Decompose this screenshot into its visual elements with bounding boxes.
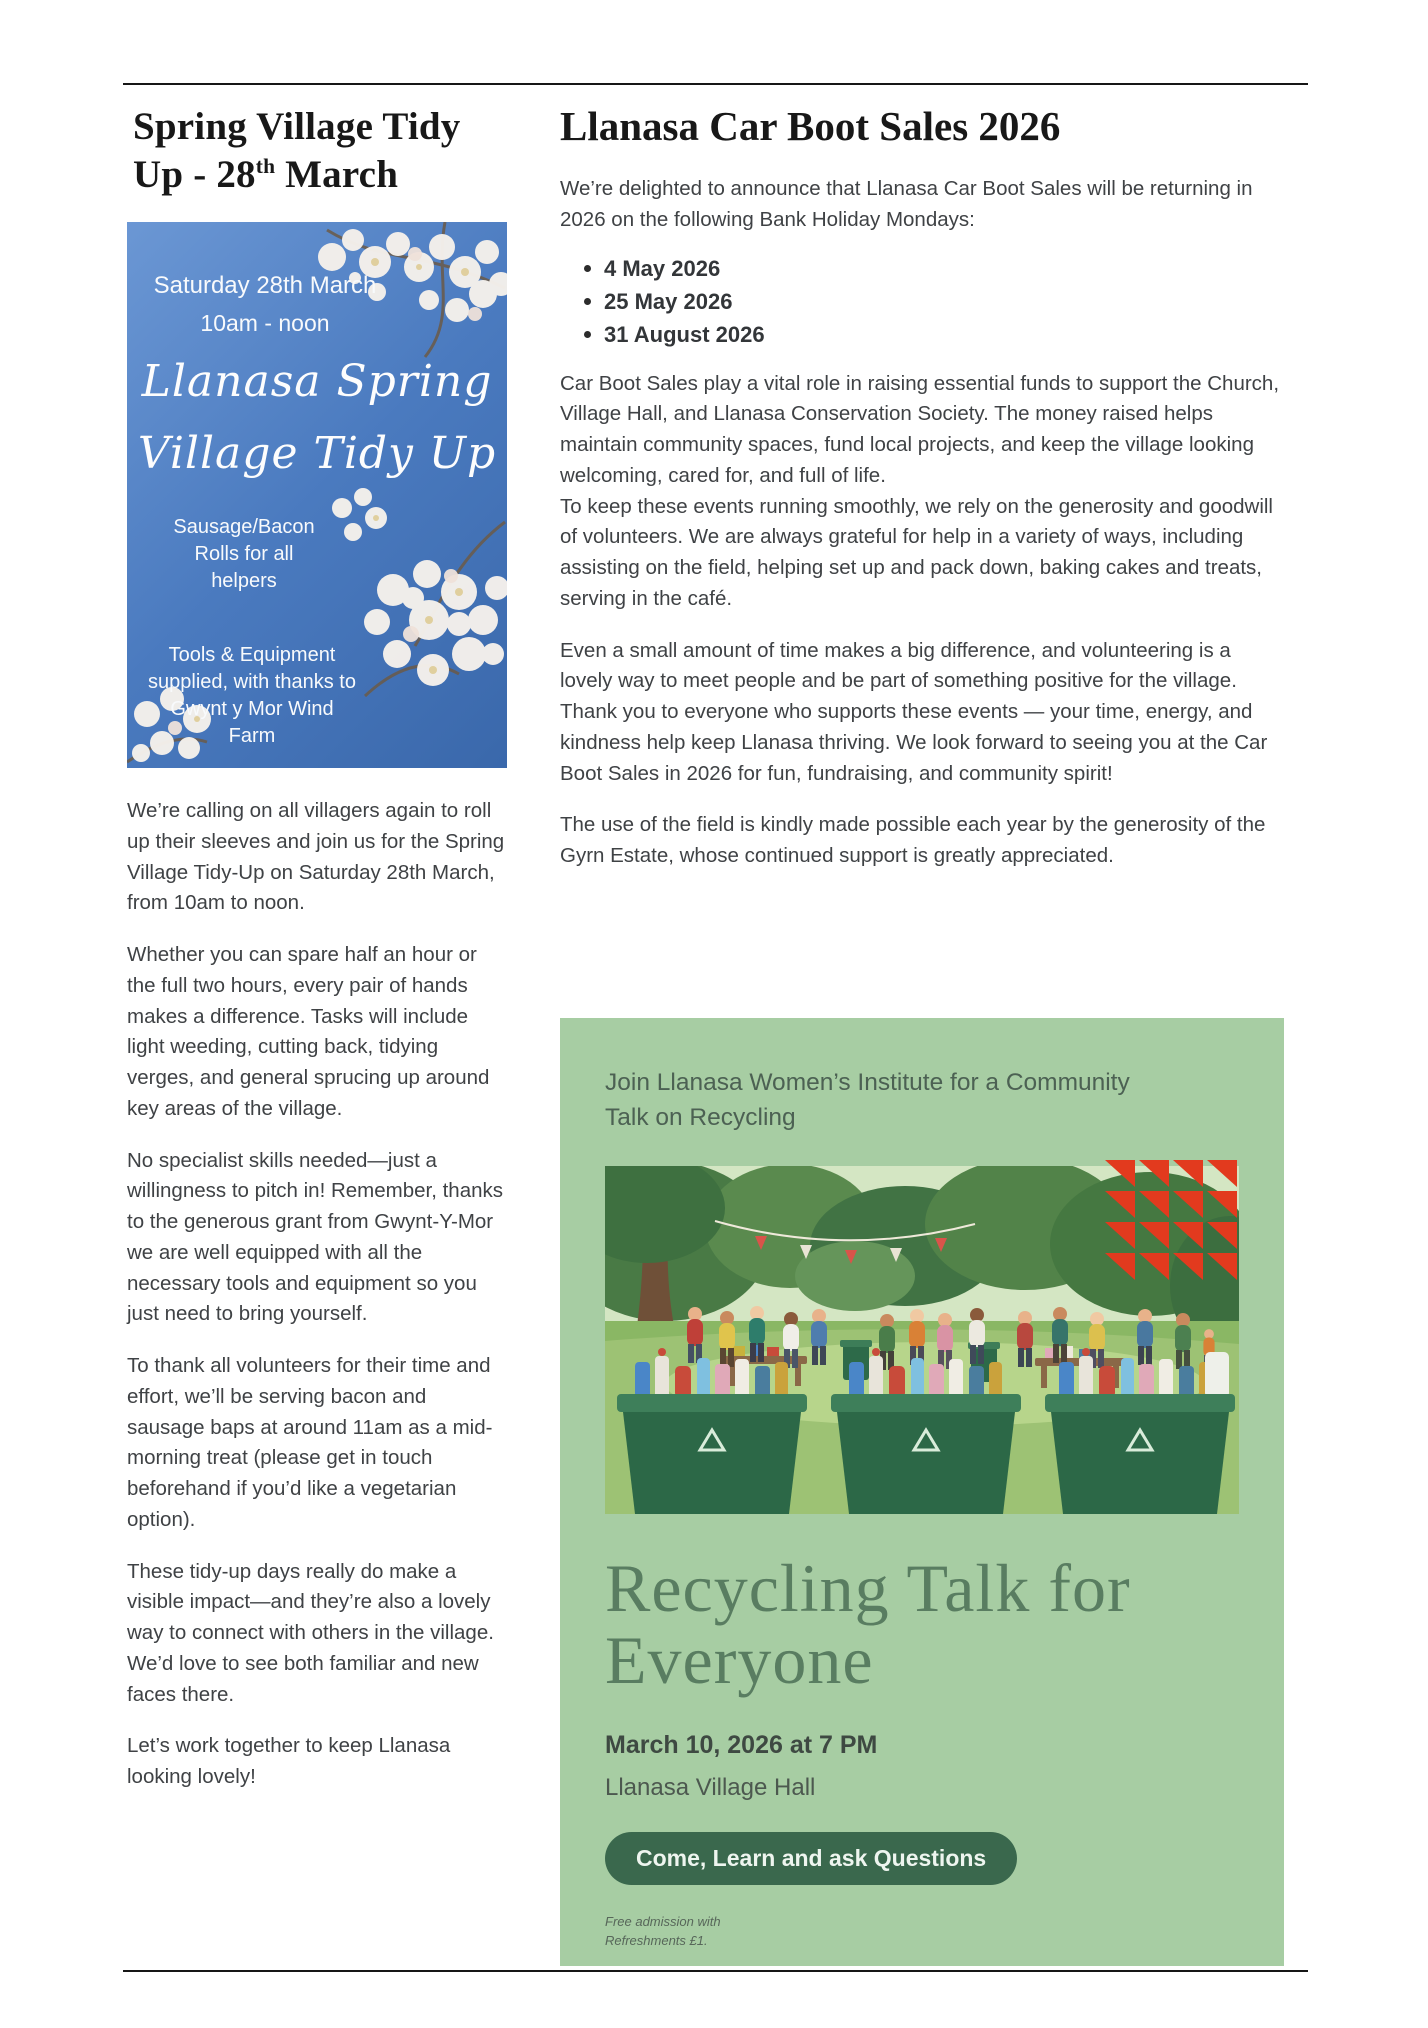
date-label: 25 May 2026	[604, 288, 733, 314]
flyer-cta-button: Come, Learn and ask Questions	[605, 1832, 1017, 1885]
car-boot-paragraph: Thank you to everyone who supports these events — your time, energy, and kindness help keep Llanasa thriving. We look forward to seeing you at the Car Boot Sales in 2026 for fun, fundraising, and community spirit!	[560, 700, 1268, 785]
left-column	[127, 103, 507, 1793]
date-list-item	[584, 289, 1284, 315]
car-boot-paragraph: Even a small amount of time makes a big difference, and volunteering is a lovely way to meet people and be part of something positive for the village.	[560, 638, 1237, 693]
poster-note-tools: Tools & Equipment supplied, with thanks to Gwynt y Mor Wind Farm	[148, 644, 356, 748]
bullet-dot	[584, 331, 591, 338]
flyer-footnote: Free admission with Refreshments £1.	[605, 1914, 721, 1948]
tidy-up-paragraph: Whether you can spare half an hour or the full two hours, every pair of hands makes a difference. Tasks will include light weeding, cutting back, tidying verges, and general sprucing up around key areas of the village.	[127, 943, 490, 1120]
date-label: 31 August 2026	[604, 321, 765, 347]
car-boot-paragraph: To keep these events running smoothly, we rely on the generosity and goodwill of volunteers. We are always grateful for help in a variety of ways, including assisting on the field, helping set up and pack down, baking cakes and treats, serving in the café.	[560, 494, 1273, 610]
bottom-divider	[123, 1970, 1308, 1972]
flyer-header-text: Join Llanasa Women’s Institute for a Community Talk on Recycling	[605, 1069, 1130, 1131]
poster-time: 10am - noon	[200, 310, 330, 337]
date-label: 4 May 2026	[604, 255, 721, 281]
recycling-talk-flyer	[560, 1018, 1284, 1966]
bullet-dot	[584, 298, 591, 305]
poster-date: Saturday 28th March	[153, 272, 377, 300]
tidy-up-paragraph: Let’s work together to keep Llanasa looking lovely!	[127, 1734, 451, 1789]
poster-script-line2: Village Tidy Up	[137, 428, 497, 480]
flyer-datetime: March 10, 2026 at 7 PM	[605, 1731, 878, 1760]
title-text: Spring Village Tidy Up - 28	[133, 105, 461, 196]
tidy-up-paragraph: These tidy-up days really do make a visible impact—and they’re also a lovely way to connect with others in the village. We’d love to see both familiar and new faces there.	[127, 1559, 494, 1706]
date-list-item	[584, 256, 1284, 282]
poster-script-line1: Llanasa Spring	[141, 356, 493, 408]
bullet-dot	[584, 265, 591, 272]
title-text-after: March	[275, 152, 399, 196]
car-boot-paragraph: The use of the field is kindly made possible each year by the generosity of the Gyrn Estate, whose continued support is greatly appreciated.	[560, 813, 1266, 868]
tidy-up-paragraph: No specialist skills needed—just a willingness to pitch in! Remember, thanks to the generous grant from Gwynt-Y-Mor we are well equipped with all the necessary tools and equipment so you just need to bring yourself.	[127, 1148, 504, 1326]
red-triangle-pattern	[1103, 1158, 1243, 1286]
car-boot-paragraph: Car Boot Sales play a vital role in raising essential funds to support the Church, Village Hall, and Llanasa Conservation Society. The money raised helps maintain community spaces, fund local projects, and keep the village looking welcoming, cared for, and full of life.	[560, 371, 1280, 487]
car-boot-article-title: Llanasa Car Boot Sales 2026	[560, 103, 1061, 149]
top-divider	[123, 83, 1308, 85]
date-list-item	[584, 322, 1284, 348]
flyer-title: Recycling Talk for Everyone	[605, 1549, 1131, 1699]
poster-note-rolls: Sausage/Bacon Rolls for all helpers	[173, 516, 315, 593]
tidy-up-paragraph: We’re calling on all villagers again to roll up their sleeves and join us for the Spring Village Tidy-Up on Saturday 28th March, from 10am to noon.	[127, 799, 505, 915]
tidy-up-paragraph: To thank all volunteers for their time and effort, we’ll be serving bacon and sausage baps at around 11am as a mid-morning treat (please get in touch beforehand if you’d like a vegetarian option).	[127, 1354, 493, 1531]
title-superscript: th	[255, 153, 276, 178]
flyer-venue: Llanasa Village Hall	[605, 1774, 816, 1802]
flyer-illustration-wrap	[605, 1166, 1239, 1514]
bank-holiday-date-list	[560, 256, 1284, 348]
right-column	[560, 103, 1284, 872]
tidy-up-article-title	[127, 103, 507, 198]
car-boot-intro: We’re delighted to announce that Llanasa Car Boot Sales will be returning in 2026 on the following Bank Holiday Mondays:	[560, 177, 1253, 231]
tidy-up-poster	[127, 222, 507, 768]
